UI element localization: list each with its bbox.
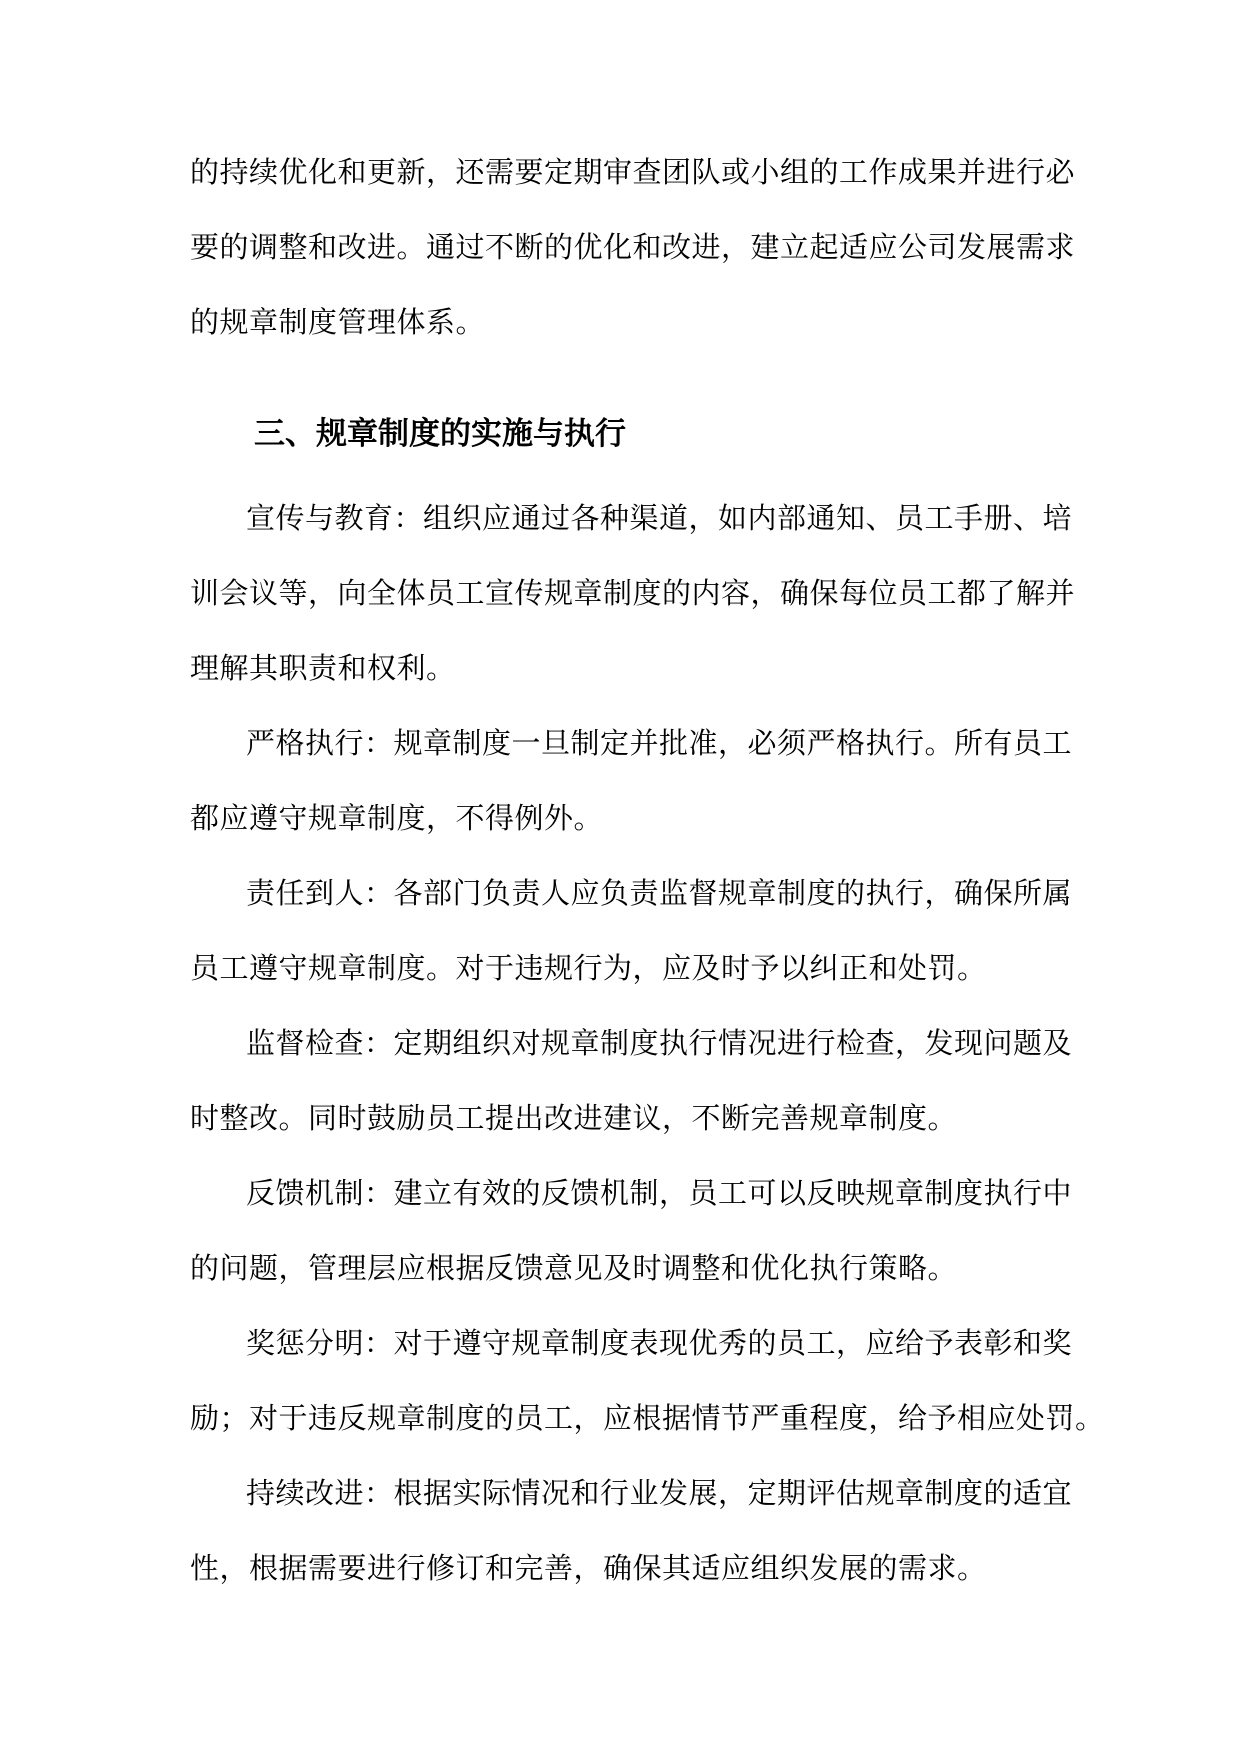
- text-line: 要的调整和改进。通过不断的优化和改进，建立起适应公司发展需求: [190, 230, 1076, 264]
- paragraph-line: 奖惩分明：对于遵守规章制度表现优秀的员工，应给予表彰和奖: [246, 1326, 1073, 1360]
- paragraph-line: 监督检查：定期组织对规章制度执行情况进行检查，发现问题及: [246, 1026, 1073, 1060]
- text-line: 的持续优化和更新，还需要定期审查团队或小组的工作成果并进行必: [190, 155, 1076, 189]
- section-heading: 三、规章制度的实施与执行: [254, 416, 626, 452]
- paragraph-line: 严格执行：规章制度一旦制定并批准，必须严格执行。所有员工: [246, 726, 1073, 760]
- paragraph-line: 员工遵守规章制度。对于违规行为，应及时予以纠正和处罚。: [190, 951, 987, 985]
- text-line: 的规章制度管理体系。: [190, 305, 486, 339]
- paragraph-line: 励；对于违反规章制度的员工，应根据情节严重程度，给予相应处罚。: [190, 1401, 1105, 1435]
- paragraph-line: 时整改。同时鼓励员工提出改进建议，不断完善规章制度。: [190, 1101, 958, 1135]
- paragraph-line: 反馈机制：建立有效的反馈机制，员工可以反映规章制度执行中: [246, 1176, 1073, 1210]
- paragraph-line: 训会议等，向全体员工宣传规章制度的内容，确保每位员工都了解并: [190, 576, 1076, 610]
- paragraph-line: 责任到人：各部门负责人应负责监督规章制度的执行，确保所属: [246, 876, 1073, 910]
- paragraph-line: 性，根据需要进行修订和完善，确保其适应组织发展的需求。: [190, 1551, 987, 1585]
- paragraph-line: 持续改进：根据实际情况和行业发展，定期评估规章制度的适宜: [246, 1476, 1073, 1510]
- paragraph-line: 宣传与教育：组织应通过各种渠道，如内部通知、员工手册、培: [246, 501, 1073, 535]
- paragraph-line: 理解其职责和权利。: [190, 651, 456, 685]
- paragraph-line: 都应遵守规章制度，不得例外。: [190, 801, 604, 835]
- paragraph-line: 的问题，管理层应根据反馈意见及时调整和优化执行策略。: [190, 1251, 958, 1285]
